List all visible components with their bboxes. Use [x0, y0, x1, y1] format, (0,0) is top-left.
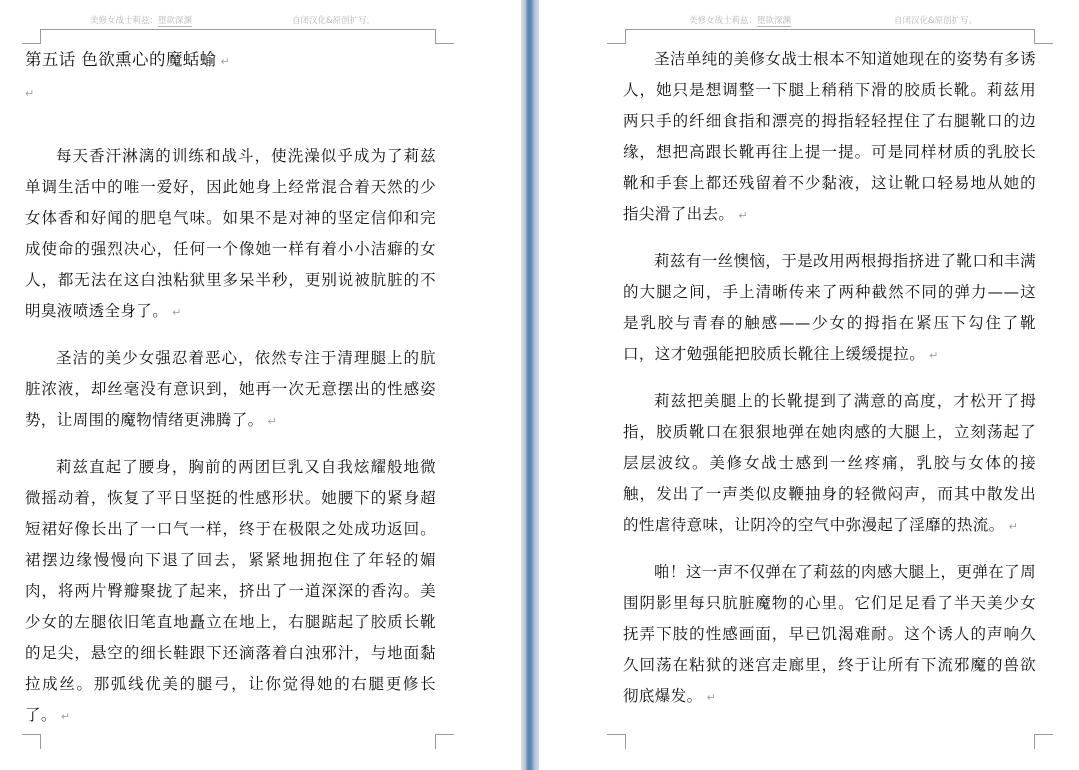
margin-corner-mark [607, 734, 626, 749]
document-page-left[interactable] [0, 0, 521, 770]
paragraph: 莉兹有一丝懊恼，于是改用两根拇指挤进了靴口和丰满的大腿之间，手上清晰传来了两种截然不同的弹力——这是乳胶与青春的触感——少女的拇指在紧压下勾住了靴口，这才勉强能把胶质长靴往上缓缓提拉。 ↵ [623, 246, 1036, 371]
header-right-text: 自闭汉化&原创扩写。 [894, 16, 978, 26]
margin-corner-mark [22, 29, 41, 44]
page-body[interactable] [623, 44, 1036, 713]
paragraph-mark: ↵ [60, 710, 71, 723]
header-title: 美修女战士莉兹：堕欲深渊 [90, 16, 193, 26]
paragraph-mark: ↵ [25, 87, 35, 100]
margin-corner-mark [1034, 734, 1053, 749]
paragraph-mark: ↵ [267, 415, 278, 428]
paragraph: 莉兹把美腿上的长靴提到了满意的高度，才松开了拇指，胶质靴口在狠狠地弹在她肉感的大腿上，立刻荡起了层层波纹。美修女战士感到一丝疼痛，乳胶与女体的接触，发出了一声类似皮鞭抽身的轻微闷声，而其中散发出的性虐待意味，让阴冷的空气中弥漫起了淫靡的热流。 ↵ [623, 386, 1036, 542]
margin-corner-mark [22, 734, 41, 749]
header-rule [625, 29, 1034, 30]
header-right-text: 自闭汉化&原创扩写。 [292, 16, 376, 26]
page-header [90, 14, 390, 28]
paragraph-mark: ↵ [172, 306, 182, 319]
paragraph: 莉兹直起了腰身，胸前的两团巨乳又自我炫耀般地微微摇动着，恢复了平日坚挺的性感形状。她腰下的紧身超短裙好像长出了一口气一样，终于在极限之处成功返回。裙摆边缘慢慢向下退了回去，紧紧地拥抱住了年轻的媚肉，将两片臀瓣聚拢了起来，挤出了一道深深的香沟。美少女的左腿依旧笔直地矗立在地上，右腿踮起了胶质长靴的足尖，悬空的细长鞋跟下还滴落着白浊邪汁，与地面黏拉成丝。那弧线优美的腿弓，让你觉得她的右腿更修长了。 ↵ [25, 452, 436, 732]
paragraph-mark: ↵ [738, 209, 748, 222]
header-rule [40, 29, 435, 30]
paragraph: 圣洁单纯的美修女战士根本不知道她现在的姿势有多诱人，她只是想调整一下腿上稍稍下滑的胶质长靴。莉兹用两只手的纤细食指和漂亮的拇指轻轻捏住了右腿靴口的边缘，想把高跟长靴再往上提一提。可是同样材质的乳胶长靴和手套上都还残留着不少黏液，这让靴口轻易地从她的指尖滑了出去。 ↵ [623, 44, 1036, 231]
page-header [689, 14, 1009, 28]
paragraph-mark: ↵ [706, 691, 717, 704]
paragraph: 每天香汗淋漓的训练和战斗，使洗澡似乎成为了莉兹单调生活中的唯一爱好，因此她身上经常混合着天然的少女体香和好闻的肥皂气味。如果不是对神的坚定信仰和完成使命的强烈决心，任何一个像她一样有着小小洁癖的女人，都无法在这白浊粘狱里多呆半秒，更别说被肮脏的不明臭液喷透全身了。 ↵ [25, 141, 436, 328]
document-page-right[interactable] [539, 0, 1079, 770]
paragraph-mark: ↵ [220, 55, 231, 68]
margin-corner-mark [435, 734, 454, 749]
paragraph: 啪！这一声不仅弹在了莉兹的肉感大腿上，更弹在了周围阴影里每只肮脏魔物的心里。它们足足看了半天美少女抚弄下肢的性感画面，早已饥渴难耐。这个诱人的声响久久回荡在粘狱的迷宫走廊里，终于让所有下流邪魔的兽欲彻底爆发。 ↵ [623, 557, 1036, 713]
margin-corner-mark [1034, 29, 1053, 44]
page-body[interactable] [25, 45, 436, 732]
chapter-title: 第五话 色欲熏心的魔蛞蝓 [25, 50, 217, 69]
page-divider [521, 0, 539, 770]
paragraph-mark: ↵ [1008, 520, 1019, 533]
margin-corner-mark [435, 29, 454, 44]
margin-corner-mark [607, 29, 626, 44]
paragraph: 圣洁的美少女强忍着恶心，依然专注于清理腿上的肮脏浓液，却丝毫没有意识到，她再一次无意摆出的性感姿势，让周围的魔物情绪更沸腾了。 ↵ [25, 343, 436, 437]
paragraph-mark: ↵ [929, 349, 939, 362]
header-title: 美修女战士莉兹：堕欲深渊 [689, 16, 792, 26]
